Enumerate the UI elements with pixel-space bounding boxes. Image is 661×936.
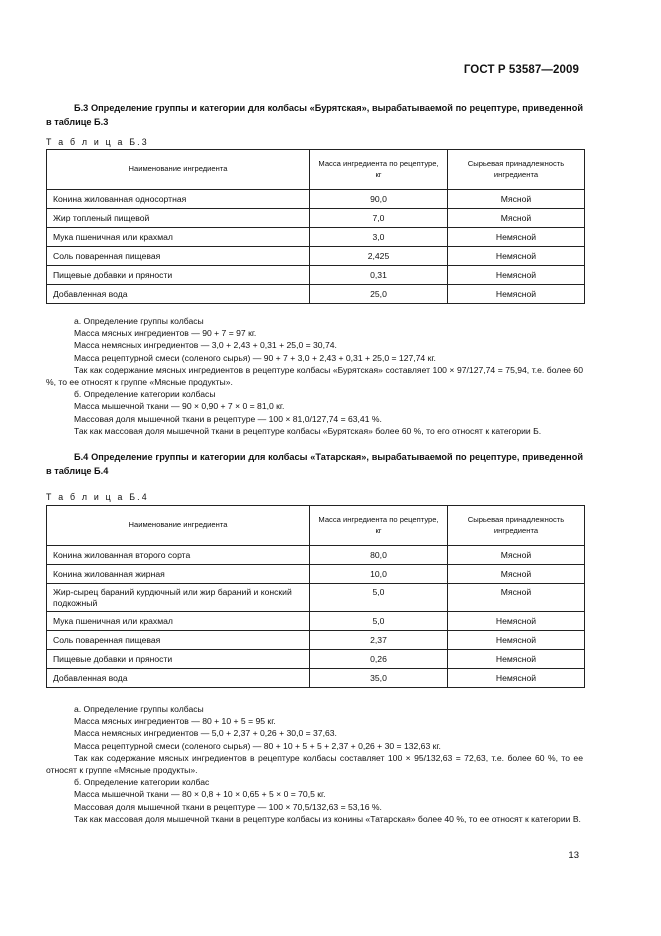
- paragraph: Масса мышечной ткани — 80 × 0,8 + 10 × 0,65 + 5 × 0 = 70,5 кг.: [74, 789, 326, 800]
- ingredient-name: Жир-сырец бараний курдючный или жир бараний и конский подкожный: [47, 584, 310, 612]
- table-row: [47, 650, 585, 669]
- table-row: [47, 247, 585, 266]
- table-b3-caption: Т а б л и ц а Б.3: [46, 137, 149, 147]
- table-header-row: [47, 506, 585, 546]
- table-row: [47, 669, 585, 688]
- section-b3-heading: Б.3 Определение группы и категории для колбасы «Бурятская», вырабатываемой по рецептуре, приведенной в таблице Б.3: [46, 103, 583, 127]
- paragraph: Масса мышечной ткани — 90 × 0,90 + 7 × 0 = 81,0 кг.: [74, 401, 285, 412]
- table-row: [47, 584, 585, 612]
- paragraph: Так как содержание мясных ингредиентов в рецептуре колбасы «Бурятская» составляет 100 × 97/127,74 = 75,94, т.е. более 60 %, то ее относят к группе «Мясные продукты».: [46, 364, 583, 388]
- table-row: [47, 228, 585, 247]
- standard-designation: ГОСТ Р 53587—2009: [463, 64, 579, 76]
- paragraph: Масса мясных ингредиентов — 90 + 7 = 97 кг.: [74, 328, 257, 339]
- ingredient-name: Мука пшеничная или крахмал: [47, 612, 310, 631]
- ingredient-mass: 3,0: [310, 228, 448, 247]
- paragraph: б. Определение категории колбас: [74, 777, 210, 788]
- paragraph: Так как массовая доля мышечной ткани в рецептуре колбасы из конины «Татарская» более 40 %, то ее относят к категории В.: [74, 813, 581, 824]
- ingredient-type: Немясной: [448, 285, 585, 304]
- ingredient-type: Немясной: [448, 669, 585, 688]
- section-b3-calculation: [46, 315, 583, 437]
- ingredient-name: Мука пшеничная или крахмал: [47, 228, 310, 247]
- ingredient-type: Немясной: [448, 247, 585, 266]
- ingredient-type: Мясной: [448, 584, 585, 612]
- ingredient-type: Немясной: [448, 650, 585, 669]
- table-row: [47, 285, 585, 304]
- column-header: Масса ингредиента по рецептуре, кг: [310, 506, 448, 546]
- paragraph: Массовая доля мышечной ткани в рецептуре — 100 × 81,0/127,74 = 63,41 %.: [74, 413, 382, 424]
- ingredient-mass: 25,0: [310, 285, 448, 304]
- ingredient-type: Немясной: [448, 266, 585, 285]
- ingredient-name: Соль поваренная пищевая: [47, 631, 310, 650]
- ingredient-mass: 80,0: [310, 546, 448, 565]
- ingredient-name: Добавленная вода: [47, 669, 310, 688]
- paragraph: а. Определение группы колбасы: [74, 704, 204, 714]
- paragraph: Масса рецептурной смеси (соленого сырья) — 90 + 7 + 3,0 + 2,43 + 0,31 + 25,0 = 127,74 кг.: [74, 352, 436, 363]
- ingredient-type: Мясной: [448, 546, 585, 565]
- paragraph: Так как содержание мясных ингредиентов в рецептуре колбасы составляет 100 × 95/132,63 = 72,63, т.е. более 60 %, то ее относят к группе «Мясные продукты».: [46, 752, 583, 776]
- paragraph: б. Определение категории колбасы: [74, 389, 216, 400]
- column-header: Масса ингредиента по рецептуре, кг: [310, 150, 448, 190]
- ingredient-type: Немясной: [448, 612, 585, 631]
- ingredient-mass: 35,0: [310, 669, 448, 688]
- paragraph: Масса немясных ингредиентов — 5,0 + 2,37 + 0,26 + 30,0 = 37,63.: [74, 728, 337, 739]
- ingredient-name: Конина жилованная односортная: [47, 190, 310, 209]
- paragraph: Масса мясных ингредиентов — 80 + 10 + 5 = 95 кг.: [74, 716, 276, 727]
- ingredient-name: Конина жилованная второго сорта: [47, 546, 310, 565]
- page-number: 13: [568, 850, 579, 861]
- ingredient-type: Мясной: [448, 190, 585, 209]
- ingredient-name: Пищевые добавки и пряности: [47, 650, 310, 669]
- ingredient-mass: 0,26: [310, 650, 448, 669]
- ingredient-mass: 7,0: [310, 209, 448, 228]
- ingredient-mass: 2,425: [310, 247, 448, 266]
- table-header-row: [47, 150, 585, 190]
- table-row: [47, 546, 585, 565]
- ingredient-name: Пищевые добавки и пряности: [47, 266, 310, 285]
- paragraph: Масса немясных ингредиентов — 3,0 + 2,43 + 0,31 + 25,0 = 30,74.: [74, 340, 337, 351]
- table-row: [47, 631, 585, 650]
- ingredient-mass: 0,31: [310, 266, 448, 285]
- section-b4-heading: Б.4 Определение группы и категории для колбасы «Татарская», вырабатываемой по рецептуре, приведенной в таблице Б.4: [46, 452, 583, 476]
- table-row: [47, 266, 585, 285]
- paragraph: а. Определение группы колбасы: [74, 316, 204, 326]
- column-header: Сырьевая принадлежность ингредиента: [448, 150, 585, 190]
- paragraph: Масса рецептурной смеси (соленого сырья) — 80 + 10 + 5 + 5 + 2,37 + 0,26 + 30 = 132,63 кг.: [74, 740, 441, 751]
- ingredient-type: Мясной: [448, 209, 585, 228]
- section-b4-calculation: [46, 703, 583, 825]
- ingredient-mass: 5,0: [310, 612, 448, 631]
- ingredient-mass: 90,0: [310, 190, 448, 209]
- ingredient-type: Немясной: [448, 631, 585, 650]
- table-b3: [46, 149, 585, 304]
- table-row: [47, 612, 585, 631]
- table-row: [47, 209, 585, 228]
- column-header: Наименование ингредиента: [47, 150, 310, 190]
- column-header: Сырьевая принадлежность ингредиента: [448, 506, 585, 546]
- ingredient-type: Мясной: [448, 565, 585, 584]
- ingredient-mass: 2,37: [310, 631, 448, 650]
- ingredient-type: Немясной: [448, 228, 585, 247]
- paragraph: Массовая доля мышечной ткани в рецептуре — 100 × 70,5/132,63 = 53,16 %.: [74, 801, 382, 812]
- table-b4-caption: Т а б л и ц а Б.4: [46, 492, 149, 502]
- ingredient-name: Конина жилованная жирная: [47, 565, 310, 584]
- table-row: [47, 190, 585, 209]
- ingredient-name: Соль поваренная пищевая: [47, 247, 310, 266]
- paragraph: Так как массовая доля мышечной ткани в рецептуре колбасы «Бурятская» более 60 %, то его относят к категории Б.: [74, 425, 542, 436]
- table-b4: [46, 505, 585, 688]
- ingredient-name: Добавленная вода: [47, 285, 310, 304]
- table-row: [47, 565, 585, 584]
- ingredient-mass: 5,0: [310, 584, 448, 612]
- column-header: Наименование ингредиента: [47, 506, 310, 546]
- ingredient-mass: 10,0: [310, 565, 448, 584]
- ingredient-name: Жир топленый пищевой: [47, 209, 310, 228]
